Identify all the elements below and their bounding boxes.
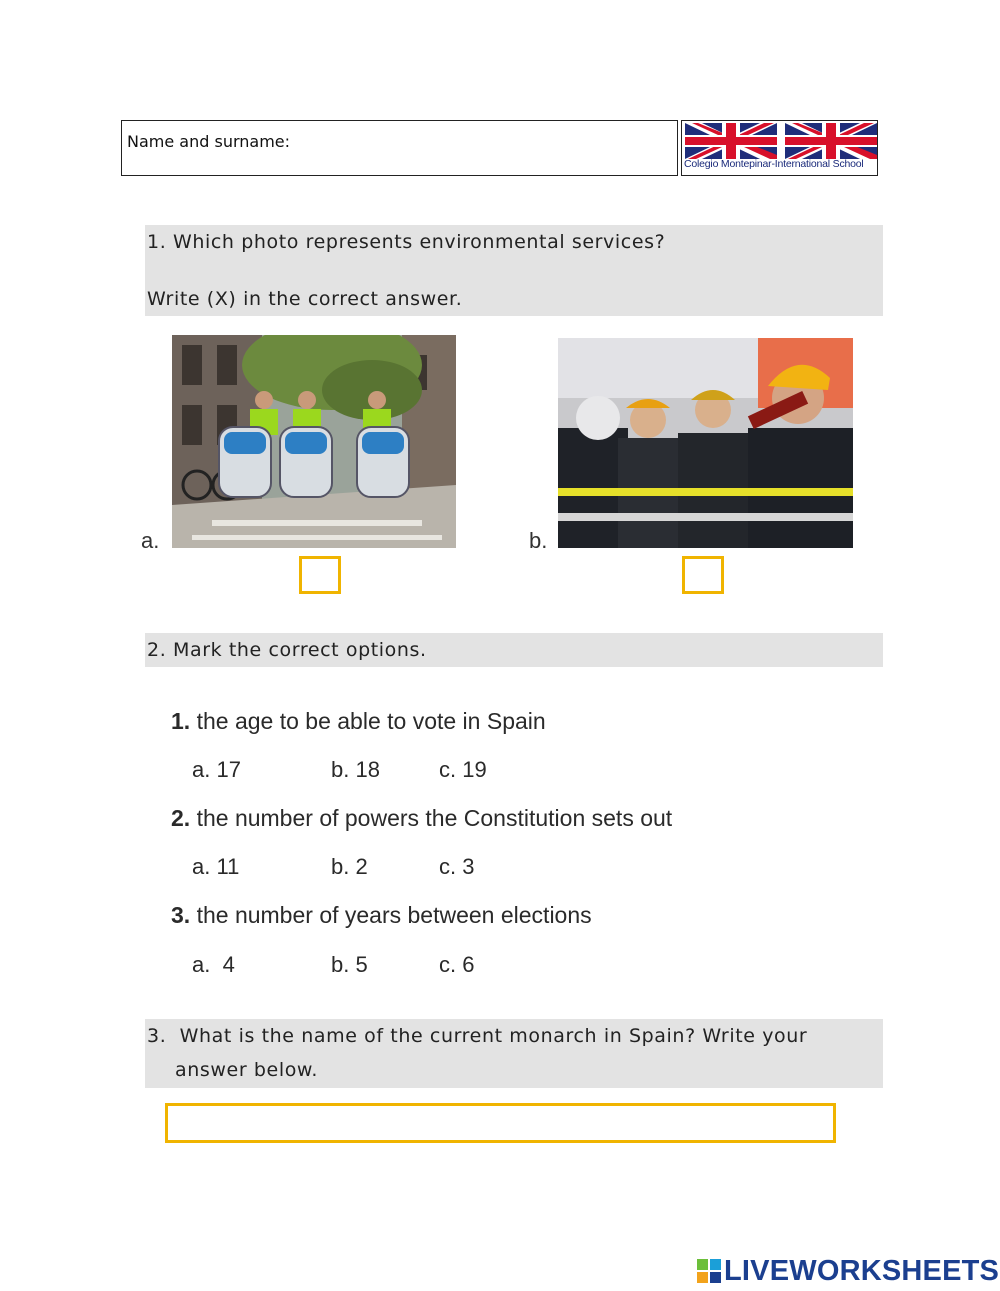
street-cleaners-photo (172, 335, 456, 548)
question-2-title: 2. Mark the correct options. (147, 639, 427, 661)
uk-flag-icon (682, 121, 878, 161)
monarch-answer-input[interactable] (165, 1103, 836, 1143)
q2-item-3-option-b[interactable]: b. 5 (331, 952, 368, 977)
q2-item-1-option-b[interactable]: b. 18 (331, 757, 380, 782)
q2-item-3 (171, 902, 592, 929)
q2-item-3-number: 3. (171, 902, 191, 928)
photo-b-label: b. (529, 528, 548, 553)
q2-item-2-option-a[interactable]: a. 11 (192, 854, 240, 879)
photo-a-label: a. (141, 528, 160, 553)
q2-item-3-text: the number of years between elections (196, 902, 592, 928)
name-label: Name and surname: (127, 132, 291, 151)
q2-item-1-number: 1. (171, 708, 191, 734)
q2-item-3-option-a[interactable]: a. 4 (192, 952, 235, 977)
question-3-line-2: answer below. (175, 1059, 318, 1081)
q2-item-3-option-c[interactable]: c. 6 (439, 952, 475, 977)
question-1-instruction: Write (X) in the correct answer. (147, 288, 463, 310)
q2-item-2-text: the number of powers the Constitution sets out (196, 805, 673, 831)
question-1-title: 1. Which photo represents environmental services? (147, 231, 666, 253)
liveworksheets-cube-icon (697, 1259, 721, 1283)
q2-item-2 (171, 805, 672, 832)
firefighters-photo (558, 338, 853, 548)
answer-box-b[interactable] (682, 556, 724, 594)
liveworksheets-brand: LIVEWORKSHEETS (724, 1254, 1000, 1287)
q2-item-1-option-c[interactable]: c. 19 (439, 757, 487, 782)
q2-item-1 (171, 708, 546, 735)
q2-item-1-text: the age to be able to vote in Spain (196, 708, 546, 734)
q2-item-1-option-a[interactable]: a. 17 (192, 757, 241, 782)
liveworksheets-logo (697, 1254, 999, 1288)
q2-item-2-option-c[interactable]: c. 3 (439, 854, 475, 879)
answer-box-a[interactable] (299, 556, 341, 594)
q2-item-2-number: 2. (171, 805, 191, 831)
q2-item-2-option-b[interactable]: b. 2 (331, 854, 368, 879)
question-3-line-1: 3. What is the name of the current monarch in Spain? Write your (147, 1025, 808, 1047)
school-name: Colegio Montepinar-International School (684, 158, 864, 170)
